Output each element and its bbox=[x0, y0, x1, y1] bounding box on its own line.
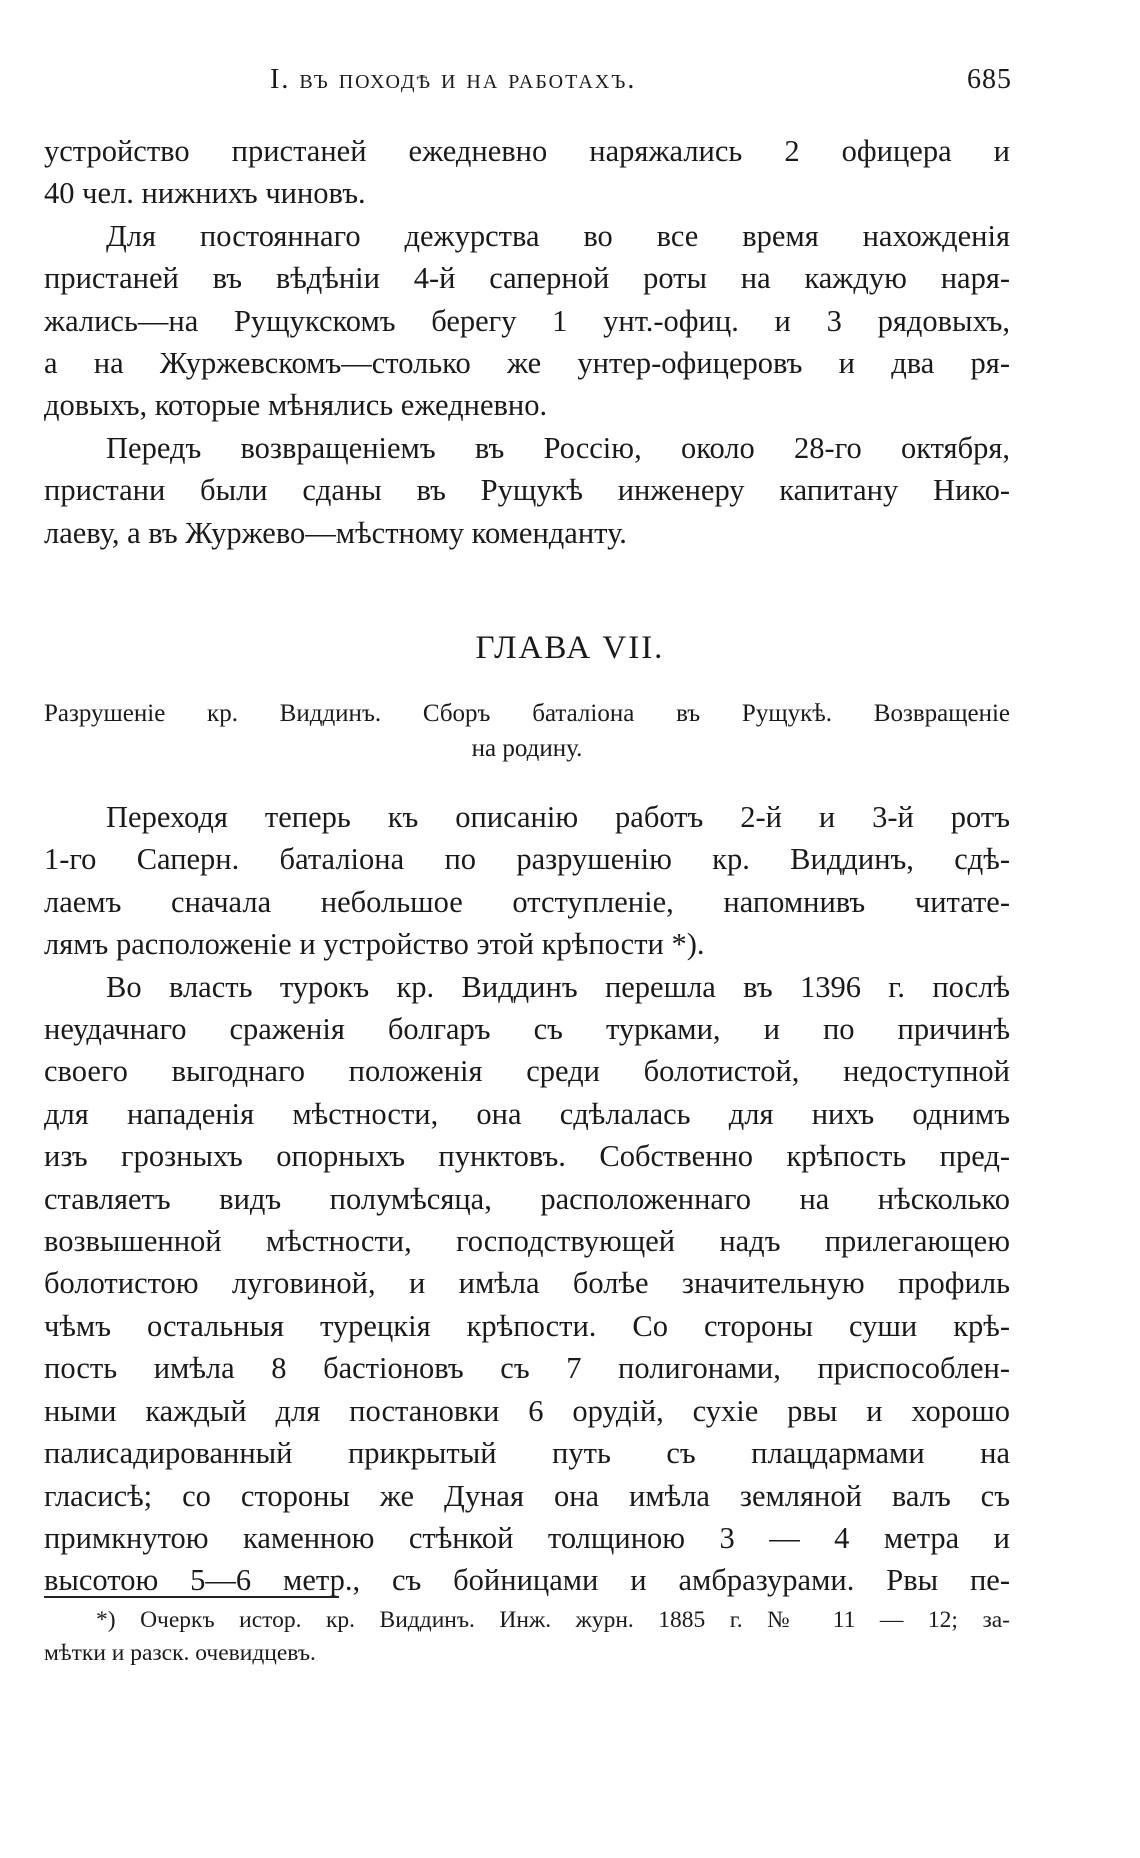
chapter-summary bbox=[44, 696, 1010, 766]
text-line: ставляетъ видъ полумѣсяца, расположеннаго на нѣсколько bbox=[44, 1181, 1010, 1216]
summary-line: на родину. bbox=[471, 735, 583, 762]
text-line: пристани были сданы въ Рущукѣ инженеру капитану Нико- bbox=[44, 473, 1010, 508]
text-line: гласисѣ; со стороны же Дуная она имѣла земляной валъ съ bbox=[44, 1478, 1010, 1513]
footnote-line: мѣтки и разск. очевидцевъ. bbox=[44, 1640, 316, 1666]
footnote bbox=[44, 1604, 1010, 1670]
text-line: пость имѣла 8 бастіоновъ съ 7 полигонами, приспособлен- bbox=[44, 1351, 1010, 1386]
text-line: Для постояннаго дежурства во все время нахожденія bbox=[106, 218, 1010, 253]
footnote-line: *) Очеркъ истор. кр. Виддинъ. Инж. журн. 1885 г. № 11 — 12; за- bbox=[96, 1607, 1010, 1633]
page-header bbox=[270, 60, 1012, 100]
text-line: палисадированный прикрытый путь съ плацдармами на bbox=[44, 1436, 1010, 1471]
chapter-title: ГЛАВА VII. bbox=[475, 630, 665, 666]
text-block-2 bbox=[44, 796, 1010, 1602]
text-line: ными каждый для постановки 6 орудій, сухіе рвы и хорошо bbox=[44, 1393, 1010, 1428]
text-line: устройство пристаней ежедневно наряжались 2 офицера и bbox=[44, 134, 1010, 168]
text-line: лаемъ сначала небольшое отступленіе, напомнивъ читате- bbox=[44, 884, 1010, 919]
text-line: лаеву, а въ Журжево—мѣстному коменданту. bbox=[44, 515, 627, 550]
text-line: своего выгоднаго положенія среди болотистой, недоступной bbox=[44, 1054, 1010, 1089]
summary-line: Разрушеніе кр. Виддинъ. Сборъ баталіона въ Рущукѣ. Возвращеніе bbox=[44, 700, 1010, 727]
text-line: неудачнаго сраженія болгаръ съ турками, и по причинѣ bbox=[44, 1012, 1010, 1047]
text-line: жались—на Рущукскомъ берегу 1 унт.-офиц. и 3 рядовыхъ, bbox=[44, 303, 1010, 338]
text-line: довыхъ, которые мѣнялись ежедневно. bbox=[44, 388, 548, 423]
text-line: изъ грозныхъ опорныхъ пунктовъ. Собственно крѣпость пред- bbox=[44, 1139, 1010, 1174]
page-number: 685 bbox=[967, 64, 1012, 95]
text-line: пристаней въ вѣдѣніи 4-й саперной роты на каждую наря- bbox=[44, 261, 1010, 296]
text-line: возвышенной мѣстности, господствующей надъ прилегающею bbox=[44, 1224, 1010, 1259]
text-line: Передъ возвращеніемъ въ Россію, около 28-го октября, bbox=[106, 430, 1010, 465]
text-line: Во власть турокъ кр. Виддинъ перешла въ 1396 г. послѣ bbox=[106, 969, 1010, 1004]
text-line: Переходя теперь къ описанію работъ 2-й и 3-й ротъ bbox=[106, 800, 1010, 834]
text-line: примкнутою каменною стѣнкой толщиною 3 — 4 метра и bbox=[44, 1520, 1010, 1555]
text-line: 40 чел. нижнихъ чиновъ. bbox=[44, 176, 366, 211]
text-line: а на Журжевскомъ—столько же унтер-офицеровъ и два ря- bbox=[44, 346, 1010, 381]
text-line: лямъ расположеніе и устройство этой крѣпости *). bbox=[44, 927, 705, 962]
text-line: 1-го Саперн. баталіона по разрушенію кр. Виддинъ, сдѣ- bbox=[44, 842, 1010, 877]
text-line: чѣмъ остальныя турецкія крѣпости. Со стороны суши крѣ- bbox=[44, 1308, 1010, 1343]
text-line: высотою 5—6 метр., съ бойницами и амбразурами. Рвы пе- bbox=[44, 1563, 1010, 1598]
footnote-divider bbox=[44, 1596, 339, 1598]
running-title: I. въ походѣ и на работахъ. bbox=[270, 64, 637, 95]
text-line: для нападенія мѣстности, она сдѣлалась для нихъ однимъ bbox=[44, 1096, 1010, 1131]
text-block-1 bbox=[44, 130, 1010, 554]
text-line: болотистою луговиной, и имѣла болѣе значительную профиль bbox=[44, 1266, 1010, 1301]
